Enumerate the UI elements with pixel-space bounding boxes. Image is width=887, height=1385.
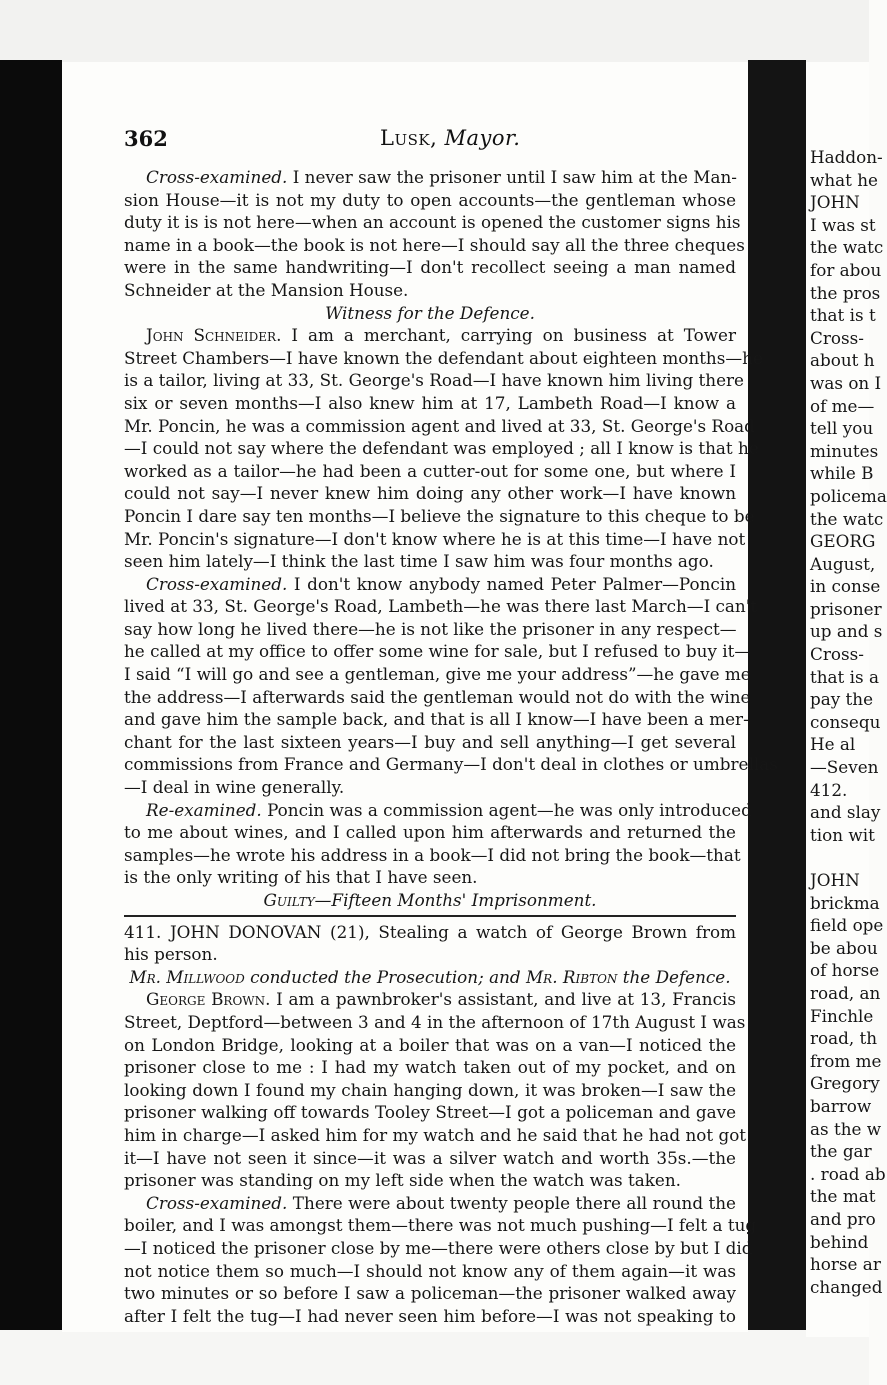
text-line bbox=[124, 324, 736, 347]
text-run: could not say—I never knew him doing any other work—I have known bbox=[124, 483, 736, 504]
text-line bbox=[124, 1282, 736, 1305]
text-run: Street, Deptford—between 3 and 4 in the afternoon of 17th August I was bbox=[124, 1011, 746, 1032]
right-page-line: of me— bbox=[810, 395, 875, 416]
right-page-line: changed bbox=[810, 1276, 883, 1297]
text-line bbox=[124, 776, 736, 799]
text-run: prisoner walking off towards Tooley Street—I got a policeman and gave bbox=[124, 1102, 736, 1123]
text-line bbox=[124, 640, 752, 663]
right-page-line: behind bbox=[810, 1231, 869, 1252]
text-line bbox=[124, 460, 736, 483]
running-head-name: Lusk, bbox=[380, 126, 438, 150]
right-page-line: minutes bbox=[810, 440, 879, 461]
text-run: Poncin I dare say ten months—I believe the signature to this cheque to be bbox=[124, 505, 755, 526]
text-run: George Brown. bbox=[146, 989, 271, 1010]
left-page bbox=[62, 62, 778, 1332]
text-run: were in the same handwriting—I don't recollect seeing a man named bbox=[124, 257, 736, 278]
text-run: Mr. Ribton bbox=[525, 966, 618, 987]
right-page-line: JOHN bbox=[810, 870, 860, 890]
text-line bbox=[124, 415, 755, 438]
right-page-line: Gregory bbox=[810, 1073, 880, 1094]
right-page-line: brickma bbox=[810, 892, 880, 913]
right-page-line: Cross- bbox=[810, 327, 864, 348]
right-page-line: Finchle bbox=[810, 1005, 874, 1026]
text-line bbox=[124, 1260, 736, 1283]
text-line bbox=[124, 573, 736, 596]
right-page-line: barrow bbox=[810, 1095, 872, 1116]
text-run: Cross-examined. bbox=[146, 573, 288, 594]
text-run: his person. bbox=[124, 944, 218, 965]
text-line bbox=[124, 663, 751, 686]
right-page-line: of horse bbox=[810, 960, 880, 981]
text-run: —Fifteen Months' Imprisonment. bbox=[314, 890, 597, 910]
text-line bbox=[124, 211, 741, 234]
text-line bbox=[124, 392, 736, 415]
text-run: Poncin was a commission agent—he was only introduced bbox=[261, 799, 752, 820]
text-line bbox=[124, 279, 736, 302]
text-run: after I felt the tug—I had never seen him before—I was not speaking to bbox=[124, 1305, 736, 1326]
text-line bbox=[124, 821, 736, 844]
right-page-line: consequ bbox=[810, 711, 881, 732]
right-page-line: Cross- bbox=[810, 644, 864, 665]
text-line bbox=[124, 988, 736, 1011]
right-page-line: that is a bbox=[810, 666, 879, 687]
text-run: the Defence. bbox=[617, 966, 731, 987]
text-run: prisoner was standing on my left side when the watch was taken. bbox=[124, 1170, 681, 1191]
running-head bbox=[380, 126, 520, 150]
text-run: duty it is is not here—when an account is opened the customer signs his bbox=[124, 212, 741, 233]
text-run: Witness for the Defence. bbox=[325, 302, 535, 323]
text-line bbox=[124, 505, 755, 528]
text-line bbox=[124, 943, 736, 966]
text-line bbox=[124, 482, 736, 505]
text-run: him in charge—I asked him for my watch and he said that he had not got bbox=[124, 1124, 747, 1145]
text-run: Cross-examined. bbox=[146, 167, 288, 187]
right-page-line: while B bbox=[810, 463, 874, 484]
text-run: —I noticed the prisoner close by me—there were others close by but I did bbox=[124, 1237, 753, 1258]
text-line bbox=[124, 966, 736, 989]
right-page-line: from me bbox=[810, 1050, 882, 1071]
right-page-line: Haddon- bbox=[810, 147, 883, 167]
text-line bbox=[124, 256, 736, 279]
text-run: —I could not say where the defendant was employed ; all I know is that he bbox=[124, 438, 759, 459]
right-page-line: August, bbox=[810, 553, 876, 574]
book-spine-shadow bbox=[0, 60, 62, 1385]
right-page-line: policema bbox=[810, 485, 887, 506]
right-page-line: road, th bbox=[810, 1028, 878, 1049]
text-line bbox=[124, 1124, 747, 1147]
text-run: is a tailor, living at 33, St. George's Road—I have known him living there bbox=[124, 370, 744, 391]
text-line bbox=[124, 686, 751, 709]
right-page-line: in conse bbox=[810, 576, 881, 597]
text-line bbox=[124, 302, 736, 325]
text-run: lived at 33, St. George's Road, Lambeth—he was there last March—I can't bbox=[124, 596, 758, 617]
text-line bbox=[124, 1192, 736, 1215]
text-run: two minutes or so before I saw a policeman—the prisoner walked away bbox=[124, 1283, 736, 1304]
right-page-line bbox=[806, 846, 887, 869]
text-run: to me about wines, and I called upon him afterwards and returned the bbox=[124, 822, 736, 843]
text-line bbox=[124, 618, 736, 641]
right-page-line: that is t bbox=[810, 305, 876, 326]
text-line bbox=[124, 921, 736, 944]
text-run: worked as a tailor—he had been a cutter-out for some one, but where I bbox=[124, 460, 736, 481]
text-line bbox=[124, 1169, 736, 1192]
text-line bbox=[124, 799, 752, 822]
text-run: six or seven months—I also knew him at 17, Lambeth Road—I know a bbox=[124, 392, 736, 413]
text-line bbox=[124, 844, 741, 867]
right-page-line: the watc bbox=[810, 237, 884, 258]
right-page-line: 412. bbox=[810, 779, 848, 800]
text-line bbox=[124, 1237, 753, 1260]
text-run: Street Chambers—I have known the defendant about eighteen months—he bbox=[124, 347, 763, 368]
text-run: not notice them so much—I should not know any of them again—it was bbox=[124, 1260, 736, 1281]
text-run: sion House—it is not my duty to open accounts—the gentleman whose bbox=[124, 189, 736, 210]
text-line bbox=[124, 1011, 746, 1034]
text-run: I don't know anybody named Peter Palmer—Poncin bbox=[287, 573, 736, 594]
right-page-line: the mat bbox=[810, 1186, 876, 1207]
text-run: and gave him the sample back, and that is all I know—I have been a mer- bbox=[124, 709, 749, 730]
text-run: boiler, and I was amongst them—there was not much pushing—I felt a tug bbox=[124, 1215, 757, 1236]
text-run: it—I have not seen it since—it was a silver watch and worth 35s.—the bbox=[124, 1147, 736, 1168]
text-run: Cross-examined. bbox=[146, 1192, 288, 1213]
text-run: name in a book—the book is not here—I should say all the three cheques bbox=[124, 234, 745, 255]
right-page-line: for abou bbox=[810, 259, 882, 280]
right-page-line: He al bbox=[810, 734, 856, 755]
text-run: Re-examined. bbox=[146, 799, 262, 820]
text-run: Mr. Poncin's signature—I don't know where he is at this time—I have not bbox=[124, 528, 746, 549]
text-line bbox=[124, 708, 749, 731]
text-line bbox=[124, 166, 736, 189]
text-line bbox=[124, 528, 746, 551]
text-line bbox=[124, 1056, 736, 1079]
text-line bbox=[124, 234, 745, 257]
right-page-line: up and s bbox=[810, 621, 883, 642]
right-page-line: about h bbox=[810, 350, 875, 371]
right-page-line: . road ab bbox=[810, 1163, 886, 1184]
right-page-fragment bbox=[806, 62, 887, 1337]
right-page-line: the pros bbox=[810, 282, 881, 303]
text-run: —I deal in wine generally. bbox=[124, 777, 345, 798]
text-run: Mr. Millwood bbox=[129, 966, 245, 987]
right-page-line: horse ar bbox=[810, 1254, 881, 1275]
text-line bbox=[124, 550, 736, 573]
text-run: on London Bridge, looking at a boiler that was on a van—I noticed the bbox=[124, 1034, 736, 1055]
scan-background-bottom bbox=[0, 1330, 869, 1385]
text-run: Guilty bbox=[263, 890, 315, 910]
text-run: say how long he lived there—he is not like the prisoner in any respect— bbox=[124, 618, 737, 639]
running-head-title: Mayor. bbox=[444, 126, 521, 150]
right-page-line: I was st bbox=[810, 214, 876, 235]
text-run: seen him lately—I think the last time I saw him was four months ago. bbox=[124, 551, 714, 572]
text-run: samples—he wrote his address in a book—I did not bring the book—that bbox=[124, 844, 741, 865]
text-run: the address—I afterwards said the gentleman would not do with the wine bbox=[124, 686, 751, 707]
text-line bbox=[124, 437, 759, 460]
right-page-line: —Seven bbox=[810, 757, 879, 778]
text-line bbox=[124, 1079, 736, 1102]
text-run: chant for the last sixteen years—I buy and sell anything—I get several bbox=[124, 731, 736, 752]
text-run: looking down I found my chain hanging down, it was broken—I saw the bbox=[124, 1079, 736, 1100]
text-run: conducted the Prosecution; and bbox=[244, 966, 526, 987]
text-line bbox=[124, 866, 736, 889]
text-line bbox=[124, 369, 744, 392]
right-page-line: GEORG bbox=[810, 531, 876, 552]
text-run: John Schneider. bbox=[146, 325, 282, 346]
right-page-line: the gar bbox=[810, 1141, 872, 1162]
right-page-line: was on I bbox=[810, 372, 882, 393]
right-page-line: and slay bbox=[810, 802, 881, 823]
section-rule bbox=[124, 915, 736, 917]
page-number: 362 bbox=[124, 126, 168, 151]
text-run: I am a merchant, carrying on business at Tower bbox=[281, 325, 736, 346]
text-line bbox=[124, 189, 736, 212]
main-text-column bbox=[124, 166, 778, 1327]
text-line bbox=[124, 1101, 736, 1124]
text-line bbox=[124, 1305, 736, 1328]
right-page-line: prisoner bbox=[810, 598, 882, 619]
text-run: he called at my office to offer some wine for sale, but I refused to buy it— bbox=[124, 641, 752, 662]
right-page-text bbox=[806, 146, 887, 1298]
text-run: I said “I will go and see a gentleman, give me your address”—he gave me bbox=[124, 664, 751, 685]
text-line bbox=[124, 1034, 736, 1057]
right-page-line: what he bbox=[810, 169, 878, 190]
right-page-line: as the w bbox=[810, 1118, 882, 1139]
text-line bbox=[124, 1214, 757, 1237]
right-page-line: JOHN bbox=[810, 192, 860, 213]
text-run: Schneider at the Mansion House. bbox=[124, 279, 409, 300]
text-line bbox=[124, 889, 736, 912]
text-run: I never saw the prisoner until I saw him at the Man- bbox=[287, 167, 737, 187]
text-run: Mr. Poncin, he was a commission agent and lived at 33, St. George's Road bbox=[124, 415, 755, 436]
right-page-line: and pro bbox=[810, 1208, 876, 1229]
right-page-line: field ope bbox=[810, 915, 884, 936]
book-gutter-shadow bbox=[748, 60, 806, 1340]
right-page-line: the watc bbox=[810, 508, 884, 529]
right-page-line: road, an bbox=[810, 982, 881, 1003]
text-run: There were about twenty people there all round the bbox=[287, 1192, 736, 1213]
text-line bbox=[124, 731, 736, 754]
text-run: is the only writing of his that I have seen. bbox=[124, 867, 478, 888]
text-run: I am a pawnbroker's assistant, and live at 13, Francis bbox=[270, 989, 736, 1010]
text-line bbox=[124, 595, 758, 618]
text-line bbox=[124, 753, 778, 776]
right-page-line: be abou bbox=[810, 937, 878, 958]
text-run: commissions from France and Germany—I don't deal in clothes or umbrellas bbox=[124, 754, 778, 775]
scan-background-top bbox=[0, 0, 869, 70]
text-run: 411. JOHN DONOVAN (21), Stealing a watch of George Brown from bbox=[124, 921, 736, 942]
text-line bbox=[124, 1147, 736, 1170]
right-page-line: pay the bbox=[810, 689, 874, 710]
text-line bbox=[124, 347, 763, 370]
right-page-line: tell you bbox=[810, 418, 874, 439]
right-page-line: tion wit bbox=[810, 824, 875, 845]
text-run: prisoner close to me : I had my watch taken out of my pocket, and on bbox=[124, 1057, 736, 1078]
